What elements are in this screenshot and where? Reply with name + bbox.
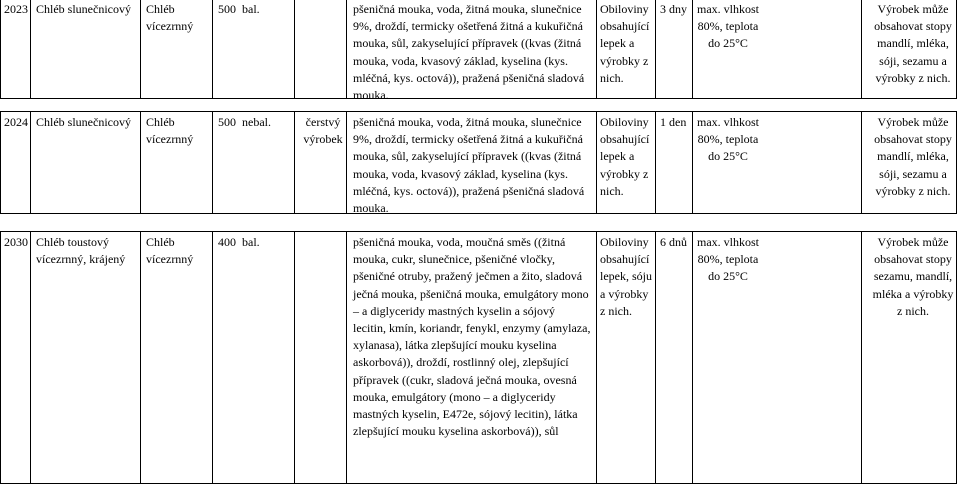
allergen-note [870, 234, 956, 320]
product-type-line: vícezrnný [146, 19, 194, 34]
product-name: Chléb slunečnicový [36, 2, 131, 16]
allergens-text-line: nich. [600, 183, 624, 198]
ingredients-text [353, 234, 593, 440]
ingredients-text-line: xylanasa), látka zlepšující mouku kyselina [353, 338, 557, 353]
ingredients-text-line: ječná mouka, pšeničná mouka, emulgátory mono [353, 286, 589, 301]
ingredients-text-line: pšeničná mouka, voda, moučná směs ((žitná [353, 235, 566, 249]
ingredients-text-line: mléčná, kys. octová)), pražená pšeničná sladová [353, 70, 585, 85]
storage-conditions [697, 114, 759, 166]
column-border [956, 0, 957, 99]
ingredients-text-line: mouka. [353, 88, 389, 103]
ingredients-text-line: mastných kyselin, E472e, sójový lecitin), látka [353, 407, 578, 422]
product-type [146, 114, 193, 148]
weight-value: 500 [218, 2, 236, 16]
column-border [861, 231, 862, 484]
allergens-text-line: nich. [600, 70, 624, 85]
ingredients-text-line: přípravek ((cukr, sladová ječná mouka, ovesná [353, 372, 577, 387]
allergen-note-line: obsahovat stopy [874, 19, 952, 34]
allergens-text-line: z nich. [600, 303, 632, 318]
column-border [140, 111, 141, 214]
column-border [346, 111, 347, 214]
column-border [212, 111, 213, 214]
column-border [655, 111, 656, 214]
allergens-text-line: obsahující [600, 132, 650, 147]
column-border [692, 111, 693, 214]
column-border [861, 111, 862, 214]
ingredients-text-line: askorbová)), droždí, rostlinný olej, zlepšující [353, 355, 569, 370]
shelf-life: 3 dny [660, 2, 687, 16]
ingredients-text-line: – a diglyceridy mastných kyselin a sójový [353, 303, 555, 318]
allergen-note-line: Výrobek může [877, 235, 949, 249]
product-type-line: Chléb [146, 115, 175, 129]
ingredients-text-line: mouka, sůl, zakyselující přípravek ((kvas (žitná [353, 149, 582, 164]
ingredients-text-line: mouka, emulgátory (mono – a diglyceridy [353, 389, 556, 404]
allergen-note-line: sezamu, mandlí, [873, 269, 953, 284]
allergen-note-line: obsahovat stopy [874, 252, 952, 267]
allergen-note-line: sóji, sezamu a [879, 166, 947, 181]
shelf-life: 1 den [660, 115, 687, 129]
column-border [294, 231, 295, 484]
column-border [30, 0, 31, 99]
column-border [655, 231, 656, 484]
allergen-note-line: Výrobek může [877, 2, 949, 16]
storage-conditions-line: 80%, teplota [697, 132, 759, 147]
product-state [301, 114, 345, 148]
ingredients-text-line: pšeničná mouka, voda, žitná mouka, slunečnice [353, 2, 582, 16]
row-border [0, 483, 957, 484]
column-border [0, 231, 1, 484]
ingredients-text-line: mouka, cukr, slunečnice, pšeničné vločky, [353, 252, 556, 267]
column-border [692, 0, 693, 99]
column-border [655, 0, 656, 99]
product-name: Chléb slunečnicový [36, 115, 131, 129]
table-row [0, 0, 957, 103]
column-border [140, 0, 141, 99]
column-border [861, 0, 862, 99]
shelf-life: 6 dnů [660, 235, 687, 249]
allergens-text [600, 1, 649, 87]
ingredients-text-line: mouka, voda, kvasový základ, kyselina (kys. [353, 166, 568, 181]
allergen-note-line: mandlí, mléka, [877, 36, 949, 51]
column-border [596, 0, 597, 99]
ingredients-text-line: lecitin, kmín, koriandr, fenykl, enzymy (amylaza, [353, 321, 591, 336]
allergens-text-line: Obiloviny [600, 2, 649, 16]
column-border [30, 111, 31, 214]
allergen-note-line: výrobky z nich. [875, 70, 951, 85]
allergen-note-line: z nich. [897, 303, 929, 318]
product-type [146, 234, 193, 268]
ingredients-text-line: zlepšující mouku kyselina askorbová)), sůl [353, 424, 559, 439]
product-name: Chléb toustový vícezrnný, krájený [36, 235, 126, 267]
column-border [596, 111, 597, 214]
column-border [0, 0, 1, 99]
ingredients-text [353, 114, 593, 217]
row-border [0, 231, 957, 232]
ingredients-text-line: 9%, droždí, termicky ošetřená žitná a kukuřičná [353, 132, 583, 147]
allergens-text-line: Obiloviny [600, 235, 649, 249]
allergens-text-line: Obiloviny [600, 115, 649, 129]
allergens-text-line: lepek a [600, 36, 635, 51]
allergens-text [600, 234, 652, 320]
storage-conditions-line: do 25°C [708, 36, 748, 51]
column-border [0, 111, 1, 214]
ingredients-text-line: mouka. [353, 201, 389, 216]
package-unit: bal. [242, 235, 260, 249]
product-type-line: Chléb [146, 235, 175, 249]
column-border [346, 231, 347, 484]
allergens-text-line: lepek a [600, 149, 635, 164]
column-border [30, 231, 31, 484]
storage-conditions [697, 234, 759, 286]
allergens-text-line: a výrobky [600, 286, 649, 301]
column-border [294, 0, 295, 99]
storage-conditions-line: max. vlhkost [697, 2, 759, 16]
package-unit: nebal. [242, 115, 271, 129]
storage-conditions-line: max. vlhkost [697, 115, 759, 129]
allergens-text-line: výrobky z [600, 166, 649, 181]
column-border [692, 231, 693, 484]
column-border [212, 231, 213, 484]
package-unit: bal. [242, 2, 260, 16]
product-type-line: vícezrnný [146, 252, 194, 267]
storage-conditions-line: 80%, teplota [697, 19, 759, 34]
ingredients-text-line: 9%, droždí, termicky ošetřená žitná a kukuřičná [353, 19, 583, 34]
allergens-text-line: výrobky z [600, 53, 649, 68]
column-border [294, 111, 295, 214]
allergens-text-line: obsahující [600, 19, 650, 34]
column-border [596, 231, 597, 484]
allergen-note-line: výrobky z nich. [875, 183, 951, 198]
row-border [0, 111, 957, 112]
column-border [346, 0, 347, 99]
product-type-line: vícezrnný [146, 132, 194, 147]
column-border [140, 231, 141, 484]
allergen-note-line: Výrobek může [877, 115, 949, 129]
allergen-note-line: obsahovat stopy [874, 132, 952, 147]
ingredients-text-line: pšeničná mouka, voda, žitná mouka, slunečnice [353, 115, 582, 129]
weight-value: 500 [218, 115, 236, 129]
allergens-text-line: lepek, sóju [600, 269, 652, 284]
allergen-note-line: mandlí, mléka, [877, 149, 949, 164]
ingredients-text [353, 1, 593, 104]
product-state-line: čerstvý [305, 115, 341, 129]
table-row [0, 111, 957, 214]
column-border [956, 111, 957, 214]
ingredients-text-line: pšeničné otruby, pražený ječmen a žito, sladová [353, 269, 583, 284]
ingredients-text-line: mléčná, kys. octová)), pražená pšeničná sladová [353, 183, 585, 198]
allergen-note-line: sóji, sezamu a [879, 53, 947, 68]
weight-value: 400 [218, 235, 236, 249]
product-state-line: výrobek [303, 132, 343, 147]
product-code: 2030 [4, 235, 28, 249]
allergen-note [870, 1, 956, 87]
storage-conditions-line: 80%, teplota [697, 252, 759, 267]
storage-conditions-line: do 25°C [708, 269, 748, 284]
product-code: 2024 [4, 115, 28, 129]
product-code: 2023 [4, 2, 28, 16]
storage-conditions-line: do 25°C [708, 149, 748, 164]
column-border [212, 0, 213, 99]
allergen-note-line: mléka a výrobky [872, 286, 954, 301]
allergens-text-line: obsahující [600, 252, 650, 267]
storage-conditions-line: max. vlhkost [697, 235, 759, 249]
column-border [956, 231, 957, 484]
product-type-line: Chléb [146, 2, 175, 16]
storage-conditions [697, 1, 759, 53]
allergen-note [870, 114, 956, 200]
product-type [146, 1, 193, 35]
allergens-text [600, 114, 649, 200]
ingredients-text-line: mouka, sůl, zakyselující přípravek ((kvas (žitná [353, 36, 582, 51]
ingredients-text-line: mouka, voda, kvasový základ, kyselina (kys. [353, 53, 568, 68]
table-row [0, 231, 957, 484]
